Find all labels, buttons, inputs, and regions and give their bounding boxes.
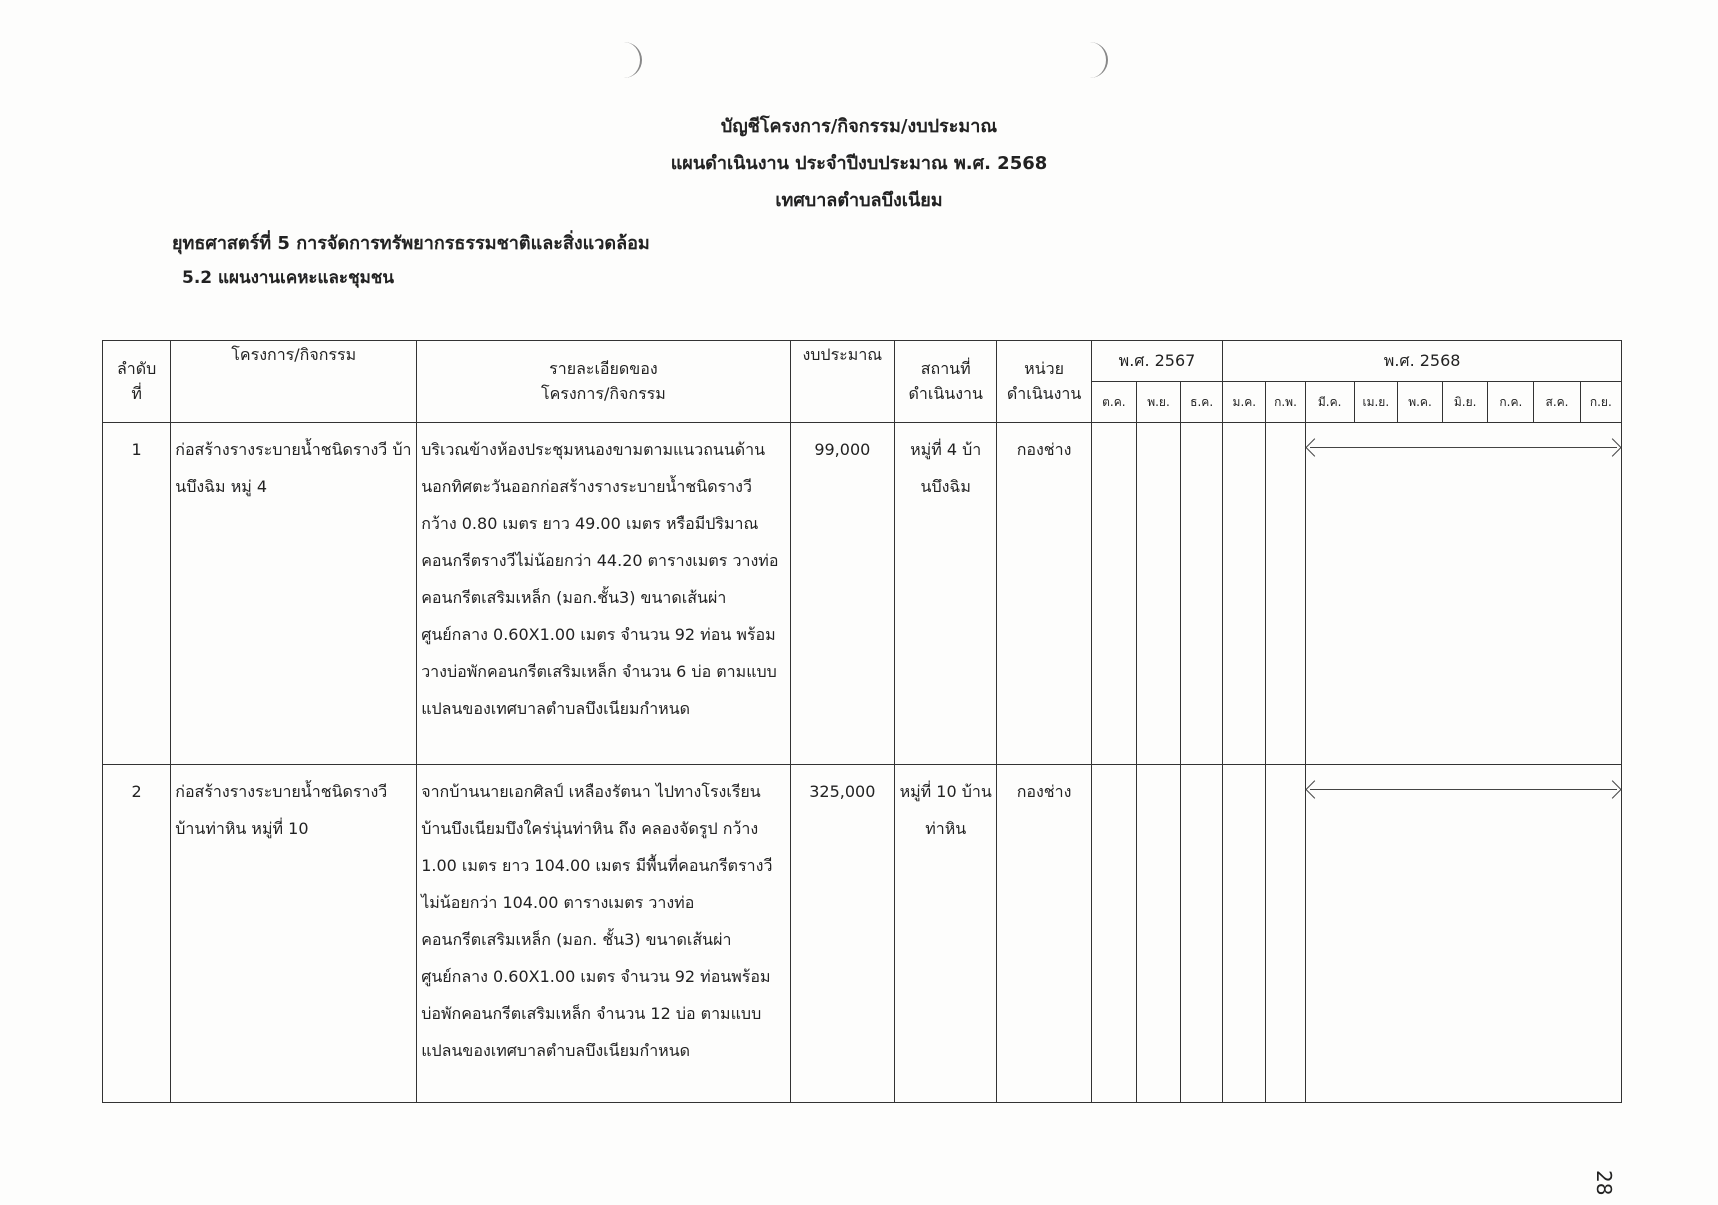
strategy-heading: ยุทธศาสตร์ที่ 5 การจัดการทรัพยากรธรรมชาติและสิ่งแวดล้อม bbox=[172, 233, 650, 254]
table-row bbox=[103, 423, 1622, 765]
location-value: หมู่ที่ 10 บ้านท่าหิน bbox=[895, 765, 997, 1103]
month-cell bbox=[1136, 423, 1180, 765]
month-header: เม.ย. bbox=[1354, 382, 1397, 423]
month-header: ธ.ค. bbox=[1181, 382, 1223, 423]
month-cell bbox=[1223, 423, 1266, 765]
schedule-bar-cell bbox=[1305, 765, 1621, 1103]
month-cell bbox=[1136, 765, 1180, 1103]
schedule-arrow bbox=[1310, 789, 1617, 790]
location-value: หมู่ที่ 4 บ้านบึงฉิม bbox=[895, 423, 997, 765]
budget-value: 99,000 bbox=[790, 423, 894, 765]
row-number: 1 bbox=[103, 423, 171, 765]
month-header: มี.ค. bbox=[1305, 382, 1354, 423]
month-header: มิ.ย. bbox=[1443, 382, 1488, 423]
month-header: ต.ค. bbox=[1091, 382, 1136, 423]
month-cell bbox=[1091, 765, 1136, 1103]
header-detail: รายละเอียดของ โครงการ/กิจกรรม bbox=[417, 341, 790, 423]
month-cell bbox=[1181, 423, 1223, 765]
row-number: 2 bbox=[103, 765, 171, 1103]
project-plan-table bbox=[102, 340, 1622, 1103]
schedule-arrow bbox=[1310, 447, 1617, 448]
budget-value: 325,000 bbox=[790, 765, 894, 1103]
project-detail: จากบ้านนายเอกศิลป์ เหลืองรัตนา ไปทางโรงเรียนบ้านบึงเนียมบึงใคร่นุ่นท่าหิน ถึง คลองจัดรูป กว้าง 1.00 เมตร ยาว 104.00 เมตร มีพื้นที่คอนกรีตรางวีไม่น้อยกว่า 104.00 ตารางเมตร วางท่อคอนกรีตเสริมเหล็ก (มอก. ชั้น3) ขนาดเส้นผ่าศูนย์กลาง 0.60X1.00 เมตร จำนวน 92 ท่อนพร้อมบ่อพักคอนกรีตเสริมเหล็ก จำนวน 12 บ่อ ตามแบบแปลนของเทศบาลตำบลบึงเนียมกำหนด bbox=[417, 765, 790, 1103]
month-cell bbox=[1223, 765, 1266, 1103]
header-location: สถานที่ ดำเนินงาน bbox=[895, 341, 997, 423]
table-row bbox=[103, 765, 1622, 1103]
page-title: บัญชีโครงการ/กิจกรรม/งบประมาณ bbox=[720, 116, 998, 137]
hole-punch-mark bbox=[618, 42, 642, 78]
project-name: ก่อสร้างรางระบายน้ำชนิดรางวี บ้านท่าหิน หมู่ที่ 10 bbox=[171, 765, 417, 1103]
document-header bbox=[0, 108, 1718, 219]
month-header: พ.ค. bbox=[1397, 382, 1442, 423]
header-year-2567: พ.ศ. 2567 bbox=[1091, 341, 1223, 382]
header-no: ลำดับ ที่ bbox=[103, 341, 171, 423]
month-cell bbox=[1181, 765, 1223, 1103]
header-project: โครงการ/กิจกรรม bbox=[171, 341, 417, 423]
project-detail: บริเวณข้างห้องประชุมหนองขามตามแนวถนนด้านนอกทิศตะวันออกก่อสร้างรางระบายน้ำชนิดรางวี กว้าง 0.80 เมตร ยาว 49.00 เมตร หรือมีปริมาณคอนกรีตรางวีไม่น้อยกว่า 44.20 ตารางเมตร วางท่อคอนกรีตเสริมเหล็ก (มอก.ชั้น3) ขนาดเส้นผ่าศูนย์กลาง 0.60X1.00 เมตร จำนวน 92 ท่อน พร้อมวางบ่อพักคอนกรีตเสริมเหล็ก จำนวน 6 บ่อ ตามแบบแปลนของเทศบาลตำบลบึงเนียมกำหนด bbox=[417, 423, 790, 765]
month-header: ส.ค. bbox=[1534, 382, 1580, 423]
month-header: ก.ค. bbox=[1488, 382, 1534, 423]
month-header: ก.ย. bbox=[1580, 382, 1621, 423]
hole-punch-mark bbox=[1084, 42, 1108, 78]
project-name: ก่อสร้างรางระบายน้ำชนิดรางวี บ้านบึงฉิม หมู่ 4 bbox=[171, 423, 417, 765]
month-cell bbox=[1266, 765, 1305, 1103]
page-number: 28 bbox=[1592, 1170, 1616, 1196]
month-header: พ.ย. bbox=[1136, 382, 1180, 423]
schedule-bar-cell bbox=[1305, 423, 1621, 765]
month-header: ม.ค. bbox=[1223, 382, 1266, 423]
organization-name: เทศบาลตำบลบึงเนียม bbox=[775, 190, 943, 211]
month-cell bbox=[1091, 423, 1136, 765]
unit-value: กองช่าง bbox=[997, 423, 1091, 765]
header-budget: งบประมาณ bbox=[790, 341, 894, 423]
month-header: ก.พ. bbox=[1266, 382, 1305, 423]
unit-value: กองช่าง bbox=[997, 765, 1091, 1103]
month-cell bbox=[1266, 423, 1305, 765]
header-year-2568: พ.ศ. 2568 bbox=[1223, 341, 1622, 382]
header-unit: หน่วย ดำเนินงาน bbox=[997, 341, 1091, 423]
subplan-heading: 5.2 แผนงานเคหะและชุมชน bbox=[182, 268, 394, 288]
plan-title: แผนดำเนินงาน ประจำปีงบประมาณ พ.ศ. 2568 bbox=[670, 153, 1048, 174]
